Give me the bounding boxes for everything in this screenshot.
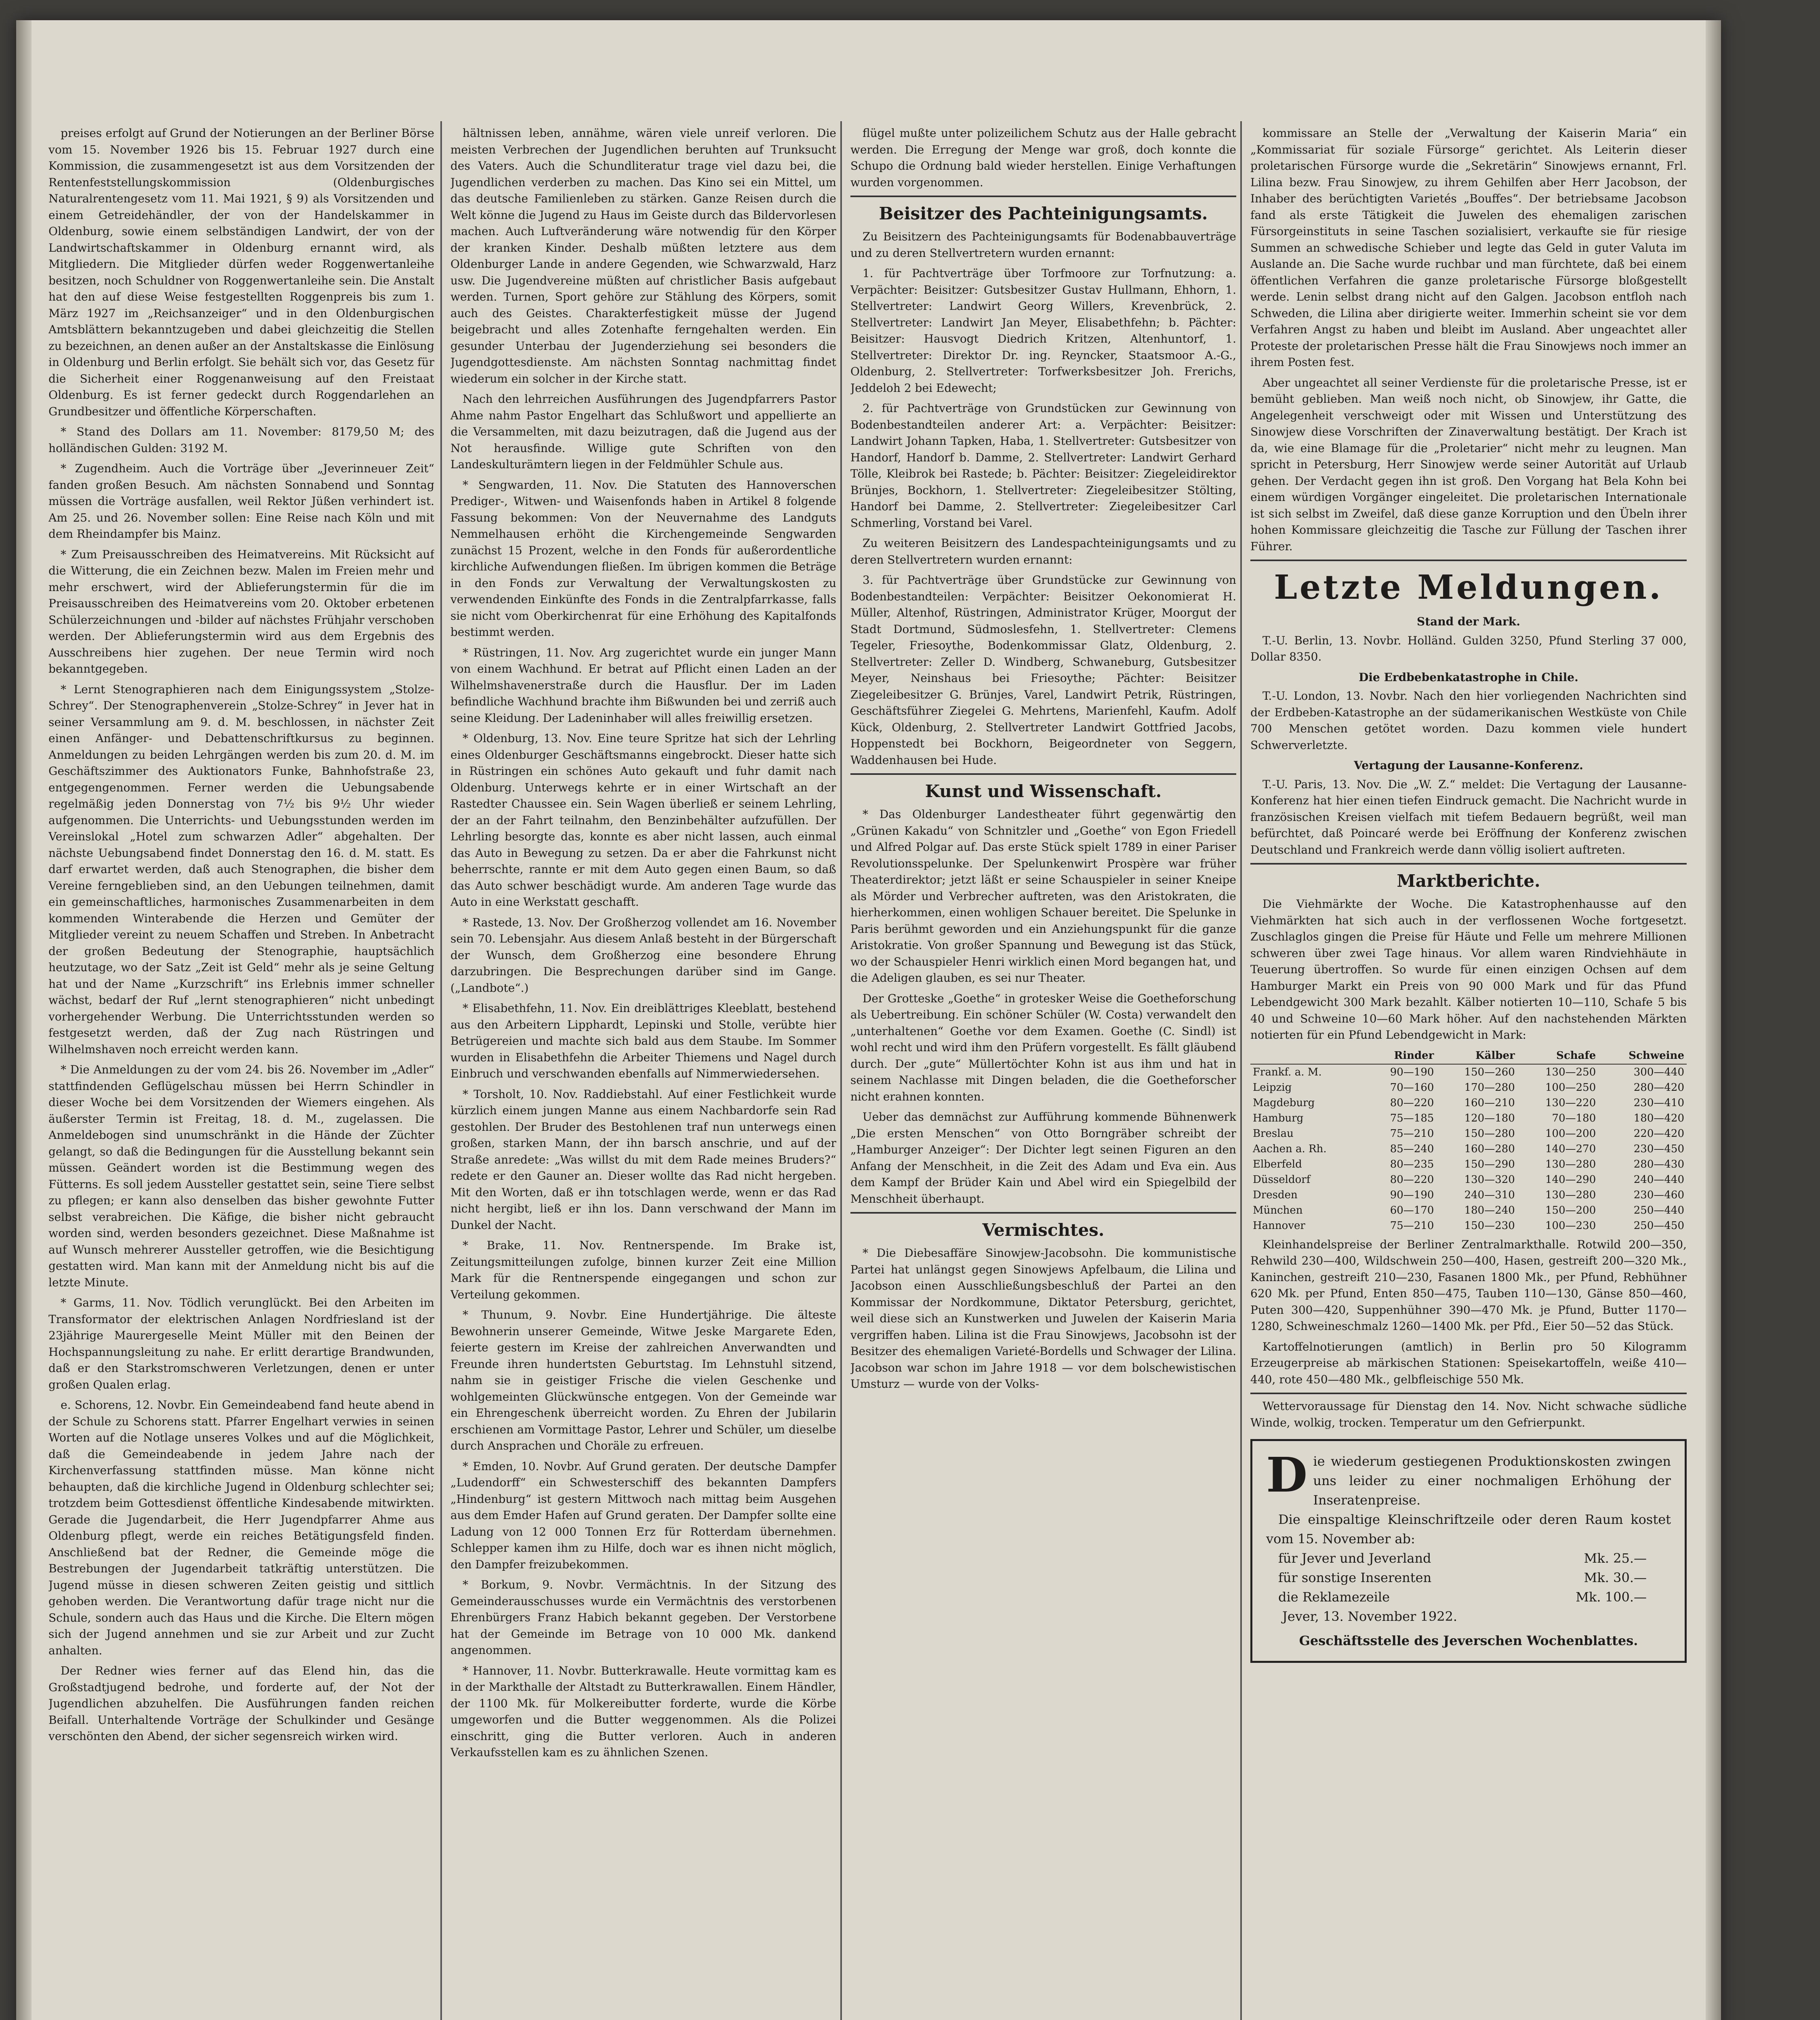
table-header-cell bbox=[1250, 1048, 1365, 1064]
newspaper-page bbox=[16, 20, 1721, 2020]
price-range: 230—460 bbox=[1633, 1189, 1684, 1201]
article-paragraph: Zu Beisitzern des Pachteinigungsamts für Bodenabbauverträge und zu deren Stellvertretern wurden ernannt: bbox=[850, 230, 1236, 260]
article-paragraph: * Zum Preisausschreiben des Heimatvereins. Mit Rücksicht auf die Witterung, die ein Zeichnen bezw. Malen im Freien mehr und mehr erschwert, wird der Ablieferungstermin für die im Preisausschreiben des Heimatvereins vom 20. Oktober erbetenen Schülerzeichnungen und -bilder auf nächstes Frühjahr verschoben werden. Der Ablieferungstermin wird aus dem Ergebnis des Ausschreibens hier zugehen. Der neue Termin wird noch bekanntgegeben. bbox=[48, 547, 434, 675]
news-subheading: Die Erdbebenkatastrophe in Chile. bbox=[1359, 670, 1578, 684]
article-paragraph: * Elisabethfehn, 11. Nov. Ein dreiblättriges Kleeblatt, bestehend aus den Arbeitern Lipphardt, Lepinski und Stolle, verübte hier Betrügereien und machte sich bald aus dem Staube. Im Sommer wurden in Elisabethfehn die Arbeiter Thiemens und Nagel durch Einbruch und verschwanden ebenfalls auf Nimmerwiedersehen. bbox=[450, 1002, 836, 1080]
notice-date: Jever, 13. November 1922. bbox=[1282, 1609, 1458, 1624]
section-divider bbox=[1250, 863, 1687, 865]
right-page-edge bbox=[1706, 20, 1721, 2020]
table-row bbox=[1250, 1203, 1687, 1218]
market-city: Leipzig bbox=[1253, 1081, 1292, 1094]
market-city: Hamburg bbox=[1253, 1112, 1304, 1124]
article-paragraph: * Emden, 10. Novbr. Auf Grund geraten. Der deutsche Dampfer „Ludendorff“ ein Schwesterschiff des bekannten Dampfers „Hindenburg“ ist gestern Mittwoch nach mittag beim Ausgehen aus dem Emder Hafen auf Grund geraten. Der Dampfer sollte eine Ladung von 12 000 Tonnen Erz für Rotterdam übernehmen. Schlepper kamen ihm zu Hilfe, doch war es ihnen nicht möglich, den Dampfer freizubekommen. bbox=[450, 1459, 836, 1571]
price-range: 70—160 bbox=[1390, 1081, 1434, 1094]
notice-signature: Geschäftsstelle des Jeverschen Wochenblattes. bbox=[1299, 1633, 1638, 1648]
news-item: T.-U. Paris, 13. Nov. Die „W. Z.“ meldet: Die Vertagung der Lausanne-Konferenz hat hier einen tiefen Eindruck gemacht. Die Nachricht wurde in französischen Kreisen vielfach mit tiefem Bedauern begrüßt, weil man befürchtet, daß Poincaré werde bei Eröffnung der Konferenz zwischen Deutschland und Frankreich werde dann völlig isoliert auftreten. bbox=[1250, 777, 1687, 856]
column-4 bbox=[1250, 125, 1687, 2020]
article-paragraph: * Die Anmeldungen zu der vom 24. bis 26. November im „Adler“ stattfindenden Geflügelschau müssen bei Herrn Schindler in dieser Woche bei dem Vorsitzenden der Wiemers eingehen. Als äußerster Termin ist Freitag, 18. d. M., zugelassen. Die Anmeldebogen sind unumschränkt in die Hände der Züchter gelangt, so daß die Bedingungen für die Ausstellung bekannt sein müssen. Geändert worden ist die Bestimmung wegen des Fütterns. Es soll jedem Aussteller gestattet sein, seine Tiere selbst zu pflegen; er kann also denselben das bisher gewohnte Futter selbst verabreichen. Die Käfige, die bisher nicht gebraucht worden sind, werden besonders gezeichnet. Diese Maßnahme ist auf Wunsch mehrerer Aussteller getroffen, wie die Besichtigung gestatten wird. Man kann mit der Anmeldung nicht bis auf die letzte Minute. bbox=[48, 1063, 434, 1289]
article-paragraph: 3. für Pachtverträge über Grundstücke zur Gewinnung von Bodenbestandteilen: Verpächter: Beisitzer Oekonomierat H. Müller, Altenhof, Rüstringen, Administrator Krüger, Moorgut der Stadt Dortmund, Südmoslesfehn, 1. Stellvertreter: Clemens Tegeler, Friesoythe, Bodenkommissar Glatz, Oldenburg, 2. Stellvertreter: Zeller D. Windberg, Schwaneburg, Gutsbesitzer Meyer, Neinshaus bei Friesoythe; Pächter: Beisitzer Ziegeleibesitzer G. Brünjes, Varel, Landwirt Petrik, Rüstringen, Geschäftsführer Ziegelei G. Mehrtens, Marienfehl, Kaufm. Adolf Kück, Oldenburg, 2. Stellvertreter Landwirt Gottfried Jacobs, Hoppenstedt bei Bockhorn, Beigeordneter von Seggern, Waddenhausen bei Hude. bbox=[850, 573, 1236, 767]
price-range: 230—450 bbox=[1633, 1143, 1684, 1155]
section-heading-pacht: Beisitzer des Pachteinigungsamts. bbox=[879, 204, 1208, 223]
price-range: 140—290 bbox=[1545, 1173, 1596, 1186]
article-paragraph: Aber ungeachtet all seiner Verdienste für die proletarische Presse, ist er bemüht geblieben. Man weiß noch nicht, ob Sinowjew, ihr Gatte, die Angelegenheit verschweigt oder mit Wissen und Unterstützung des Sinowjew diese Vorschriften der Zinaverwaltung bestätigt. Der Krach ist da, wie eine Blamage für die „Proletarier“ nicht mehr zu leugnen. Man spricht in Petersburg, Herr Sinowjew werde seiner Autorität auf Urlaub gehen. Der Verdacht gegen ihn ist groß. Den Vorgang hat Bela Kohn bei einem würdigen Vorgänger eingeleitet. Die proletarischen Internationale ist sich selbst im Zweifel, daß diese ganze Korruption und den Übeln ihrer hohen Kommissare gleichzeitig die Tasche zur Füllung der Taschen ihrer Führer. bbox=[1250, 376, 1687, 553]
market-city: Hannover bbox=[1253, 1219, 1305, 1232]
price-range: 280—430 bbox=[1633, 1158, 1684, 1170]
price-range: 160—280 bbox=[1464, 1143, 1515, 1155]
table-row bbox=[1250, 1187, 1687, 1203]
news-item: T.-U. London, 13. Novbr. Nach den hier vorliegenden Nachrichten sind der Erdbeben-Katastrophe an der südamerikanischen Westküste von Chile 700 Menschen getötet worden. Dazu kommen viele hundert Schwerverletzte. bbox=[1250, 689, 1687, 752]
price-range: 300—440 bbox=[1633, 1066, 1684, 1078]
article-paragraph: Die Viehmärkte der Woche. Die Katastrophenhausse auf den Viehmärkten hat sich auch in der verflossenen Woche fortgesetzt. Zuschlaglos gingen die Preise für Häute und Felle um mehrere Millionen schweren über zwei Tage hinaus. Vor allem waren Rindviehhäute in Teuerung übertroffen. So wurde für einen einzigen Ochsen auf dem Hamburger Markt ein Preis von 90 000 Mark und für das Pfund Lebendgewicht 300 Mark bezahlt. Kälber notierten 10—110, Schafe 5 bis 40 und Schweine 10—60 Mark höher. Auf den nachstehenden Märkten notierten für ein Pfund Lebendgewicht in Mark: bbox=[1250, 897, 1687, 1042]
price-range: 130—320 bbox=[1464, 1173, 1515, 1186]
table-row bbox=[1250, 1172, 1687, 1187]
price-range: 150—230 bbox=[1464, 1219, 1515, 1232]
price-range: 160—210 bbox=[1464, 1096, 1515, 1109]
article-paragraph: * Borkum, 9. Novbr. Vermächtnis. In der Sitzung des Gemeinderausschusses wurde ein Vermächtnis des verstorbenen Ehrenbürgers Franz Habich bekannt gegeben. Der Verstorbene hat der Gemeinde im Betrage von 10 000 Mk. dankend angenommen. bbox=[450, 1578, 836, 1657]
section-heading-marktberichte: Marktberichte. bbox=[1397, 871, 1540, 891]
price-range: 180—240 bbox=[1464, 1204, 1515, 1216]
article-paragraph: e. Schorens, 12. Novbr. Ein Gemeindeabend fand heute abend in der Schule zu Schorens statt. Pfarrer Engelhart verwies in seinen Worten auf die Notlage unseres Volkes und auf die Möglichkeit, daß die Gemeindeabende in jedem Jahre nach der Kirchenverfassung stattfinden müsse. Man könne nicht behaupten, daß die kirchliche Jugend in Oldenburg schlechter sei; trotzdem beim Gottesdienst öffentliche Kindesabende mitwirkten. Gerade die Jugendarbeit, die Herr Jugendpfarrer Ahme aus Oldenburg pflegt, werde ein reiches Betätigungsfeld finden. Anschließend bat der Redner, die Gemeinde möge die Bestrebungen der Jugendarbeit tatkräftig unterstützen. Die Jugend müsse in diesen schweren Zeiten geistig und sittlich gehoben werden. Die Verantwortung dafür trage nicht nur die Schule, sondern auch das Haus und die Kirche. Die Eltern mögen sich der Jugend annehmen und sie zur Arbeit und zur Zucht anhalten. bbox=[48, 1398, 434, 1657]
section-heading-vermischtes: Vermischtes. bbox=[982, 1220, 1105, 1240]
price-range: 90—190 bbox=[1390, 1189, 1434, 1201]
price-range: 170—280 bbox=[1464, 1081, 1515, 1094]
article-paragraph: * Zugendheim. Auch die Vorträge über „Jeverinneuer Zeit“ fanden großen Besuch. Am nächsten Sonnabend und Sonntag müssen die Vorträge ausfallen, weil Rektor Jüßen verhindert ist. Am 25. und 26. November sollen: Eine Reise nach Köln und mit dem Rheindampfer bis Mainz. bbox=[48, 462, 434, 541]
price-range: 60—170 bbox=[1390, 1204, 1434, 1216]
price-range: 140—270 bbox=[1545, 1143, 1596, 1155]
price-row bbox=[1266, 1587, 1671, 1607]
table-row bbox=[1250, 1126, 1687, 1141]
price-row bbox=[1266, 1568, 1671, 1587]
price-label: die Reklamezeile bbox=[1278, 1589, 1390, 1605]
section-divider bbox=[1250, 1393, 1687, 1394]
price-range: 75—210 bbox=[1390, 1127, 1434, 1140]
news-subheading: Stand der Mark. bbox=[1417, 615, 1520, 628]
price-range: 80—220 bbox=[1390, 1096, 1434, 1109]
price-range: 130—220 bbox=[1545, 1096, 1596, 1109]
table-header-cell: Kälber bbox=[1436, 1048, 1517, 1064]
price-value: Mk. 25.— bbox=[1584, 1551, 1647, 1566]
table-row bbox=[1250, 1064, 1687, 1080]
table-row bbox=[1250, 1095, 1687, 1111]
article-paragraph: * Brake, 11. Nov. Rentnerspende. Im Brake ist, Zeitungsmitteilungen zufolge, binnen kurzer Zeit eine Million Mark für die Rentnerspende eingegangen und schon zur Verteilung gekommen. bbox=[450, 1239, 836, 1301]
article-paragraph: * Das Oldenburger Landestheater führt gegenwärtig den „Grünen Kakadu“ von Schnitzler und „Goethe“ von Egon Friedell und Alfred Polgar auf. Das erste Stück spielt 1789 in einer Pariser Revolutionsspelunke. Der Spelunkenwirt Prospère war früher Theaterdirektor; jetzt läßt er seine Schauspieler in seiner Kneipe als Mörder und Verbrecher auftreten, was den Aristokraten, die hierherkommen, einen wohligen Schauer bereitet. Die Spelunke in Paris berühmt geworden und ein Anziehungspunkt für die ganze Aristokratie. Von großer Spannung und Bewegung ist das Stück, wo der Schauspieler Henri wirklich einen Mord begangen hat, und die Adeligen glauben, es sei nur Theater. bbox=[850, 808, 1236, 985]
table-header-cell: Schweine bbox=[1598, 1048, 1687, 1064]
article-paragraph: * Oldenburg, 13. Nov. Eine teure Spritze hat sich der Lehrling eines Oldenburger Geschäftsmanns eingebrockt. Dieser hatte sich in Rüstringen ein schönes Auto gekauft und fuhr damit nach Oldenburg. Unterwegs kehrte er in einer Wirtschaft an der Rastedter Chaussee ein. Sein Wagen überließ er seinem Lehrling, der an der Fahrt teilnahm, den Benzinbehälter aufzufüllen. Der Lehrling besorgte das, konnte es aber nicht lassen, auch einmal das Auto in Bewegung zu setzen. Da er aber die Fahrkunst nicht beherrschte, rannte er mit dem Auto gegen einen Baum, so daß das Auto schwer beschädigt wurde. Am anderen Tage wurde das Auto in eine Werkstatt geschafft. bbox=[450, 732, 836, 909]
column-rule bbox=[840, 121, 842, 2020]
price-range: 150—290 bbox=[1464, 1158, 1515, 1170]
table-row bbox=[1250, 1218, 1687, 1233]
table-row bbox=[1250, 1080, 1687, 1095]
market-city: München bbox=[1253, 1204, 1303, 1216]
section-divider bbox=[1250, 560, 1687, 561]
price-range: 130—280 bbox=[1545, 1189, 1596, 1201]
price-range: 100—250 bbox=[1545, 1081, 1596, 1094]
section-divider bbox=[850, 773, 1236, 775]
table-header-cell: Rinder bbox=[1365, 1048, 1436, 1064]
market-city: Aachen a. Rh. bbox=[1253, 1143, 1327, 1155]
article-paragraph: 1. für Pachtverträge über Torfmoore zur Torfnutzung: a. Verpächter: Beisitzer: Gutsbesitzer Gustav Hullmann, Ehhorn, 1. Stellvertreter: Landwirt Georg Willers, Krevenbrück, 2. Stellvertreter: Landwirt Jan Meyer, Elisabethfehn; b. Pächter: Beisitzer: Hausvogt Diedrich Kritzen, Altenhuntorf, 1. Stellvertreter: Direktor Dr. ing. Reyncker, Staatsmoor A.-G., Oldenburg, 2. Stellvertreter: Torfwerksbesitzer Joh. Frerichs, Jeddeloh 2 bei Edewecht; bbox=[850, 267, 1236, 395]
article-paragraph: * Rüstringen, 11. Nov. Arg zugerichtet wurde ein junger Mann von einem Wachhund. Er betrat auf Pflicht einen Laden an der Wilhelmshavenerstraße durch die Hausflur. Der im Laden befindliche Wachhund brachte ihm Bißwunden bei und zerriß auch seine Kleidung. Der Ladeninhaber will alles freiwillig ersetzen. bbox=[450, 646, 836, 725]
article-paragraph: Zu weiteren Beisitzern des Landespachteinigungsamts und zu deren Stellvertretern wurden ernannt: bbox=[850, 537, 1236, 566]
market-city: Frankf. a. M. bbox=[1253, 1066, 1322, 1078]
market-city: Dresden bbox=[1253, 1189, 1298, 1201]
price-range: 75—185 bbox=[1390, 1112, 1434, 1124]
market-city: Düsseldorf bbox=[1253, 1173, 1311, 1186]
price-value: Mk. 30.— bbox=[1584, 1570, 1647, 1585]
article-paragraph: 2. für Pachtverträge von Grundstücken zur Gewinnung von Bodenbestandteilen anderer Art: a. Verpächter: Beisitzer: Landwirt Johann Tapken, Haba, 1. Stellvertreter: Gutsbesitzer von Handorf, Handorf b. Damme, 2. Stellvertreter: Landwirt Gerhard Tölle, Kleibrok bei Rastede; b. Pächter: Beisitzer: Ziegeleidirektor Brünjes, Bockhorn, 1. Stellvertreter: Ziegeleibesitzer Stölting, Handorf bei Damme, 2. Stellvertreter: Ziegeleibesitzer Carl Schmerling, Vorstand bei Varel. bbox=[850, 402, 1236, 530]
table-header-cell: Schafe bbox=[1517, 1048, 1598, 1064]
article-paragraph: Der Redner wies ferner auf das Elend hin, das die Großstadtjugend bedrohe, und forderte auf, der Not der Jugendlichen abzuhelfen. Die Ausführungen fanden reichen Beifall. Unterhaltende Vorträge der Schulkinder und Gesänge verschönten den Abend, der sicher segensreich wirken wird. bbox=[48, 1664, 434, 1743]
price-range: 100—230 bbox=[1545, 1219, 1596, 1232]
article-paragraph: flügel mußte unter polizeilichem Schutz aus der Halle gebracht werden. Die Erregung der Menge war groß, doch konnte die Schupo die Ordnung bald wieder herstellen. Einige Verhaftungen wurden vorgenommen. bbox=[850, 126, 1236, 189]
article-paragraph: * Rastede, 13. Nov. Der Großherzog vollendet am 16. November sein 70. Lebensjahr. Aus diesem Anlaß besteht in der Bürgerschaft der Wunsch, dem Großherzog eine besondere Ehrung darzubringen. Die Besprechungen darüber sind im Gange. („Landbote“.) bbox=[450, 915, 836, 995]
table-header-row bbox=[1250, 1048, 1687, 1064]
table-body bbox=[1250, 1064, 1687, 1233]
price-value: Mk. 100.— bbox=[1576, 1589, 1647, 1605]
price-range: 250—450 bbox=[1633, 1219, 1684, 1232]
market-city: Magdeburg bbox=[1253, 1096, 1315, 1109]
notice-text: ie wiederum gestiegenen Produktionskosten zwingen uns leider zu einer nochmaligen Erhöhung der Inseratenpreise. bbox=[1313, 1454, 1671, 1508]
section-heading-letzte-meldungen: Letzte Meldungen. bbox=[1274, 568, 1663, 607]
column-1 bbox=[48, 125, 434, 2020]
table-row bbox=[1250, 1141, 1687, 1157]
price-range: 70—180 bbox=[1552, 1112, 1596, 1124]
section-heading-kunst: Kunst und Wissenschaft. bbox=[925, 781, 1162, 801]
price-range: 80—220 bbox=[1390, 1173, 1434, 1186]
article-paragraph: Kleinhandelspreise der Berliner Zentralmarkthalle. Rotwild 200—350, Rehwild 230—400, Wildschwein 250—400, Hasen, gestreift 200—320 Mk., Kaninchen, gestreift 210—230, Fasanen 1800 Mk., per Pfund, Rebhühner 620 Mk. per Pfund, Enten 850—475, Tauben 110—130, Gänse 850—460, Puten 300—420, Suppenhühner 390—470 Mk. je Pfund, Butter 1170—1280, Schweineschmalz 1260—1400 Mk. per Pfd., Eier 50—52 das Stück. bbox=[1250, 1237, 1687, 1333]
section-divider bbox=[850, 196, 1236, 197]
section-divider bbox=[850, 1212, 1236, 1214]
livestock-price-table bbox=[1250, 1048, 1687, 1233]
article-paragraph: Kartoffelnotierungen (amtlich) in Berlin pro 50 Kilogramm Erzeugerpreise ab märkischen Stationen: Speisekartoffeln, weiße 410—440, rote 450—480 Mk., gelbfleischige 550 Mk. bbox=[1250, 1340, 1687, 1386]
column-rule bbox=[1240, 121, 1242, 2020]
price-range: 150—260 bbox=[1464, 1066, 1515, 1078]
price-row bbox=[1266, 1549, 1671, 1568]
market-city: Elberfeld bbox=[1253, 1158, 1302, 1170]
price-range: 80—235 bbox=[1390, 1158, 1434, 1170]
column-2 bbox=[450, 125, 836, 2020]
price-range: 280—420 bbox=[1633, 1081, 1684, 1094]
column-rule bbox=[440, 121, 442, 2020]
article-paragraph: Ueber das demnächst zur Aufführung kommende Bühnenwerk „Die ersten Menschen“ von Otto Borngräber schreibt der „Hamburger Anzeiger“: Der Dichter legt seinen Figuren an den Anfang der Menschheit, in die Zeit des Adam und Eva ein. Aus dem Kampf der Brüder Kain und Abel wird ein Spiegelbild der Menschheit überhaupt. bbox=[850, 1110, 1236, 1206]
price-range: 240—310 bbox=[1464, 1189, 1515, 1201]
price-range: 75—210 bbox=[1390, 1219, 1434, 1232]
price-range: 240—440 bbox=[1633, 1173, 1684, 1186]
article-paragraph: kommissare an Stelle der „Verwaltung der Kaiserin Maria“ ein „Kommissariat für soziale Fürsorge“ gerichtet. Als Leiterin dieser proletarischen Fürsorge wurde die „Sekretärin“ Sinowjews ernannt, Frl. Lilina bezw. Frau Sinowjew, zu ihrem Gehilfen aber Herr Jacobson, der Inhaber des berüchtigten Varietés „Bouffes“. Der betriebsame Jacobson fand als erste Tätigkeit die Juwelen des ehemaligen zarischen Fürsorgeinstituts in seine Taschen sozialisiert, verkaufte sie für riesige Summen an schwedische Schieber und legte das Geld in guter Valuta im Auslande an. Die Sache wurde ruchbar und man fürchtete, daß bei einem öffentlichen Verfahren die ganze proletarische Fürsorge bloßgestellt werde. Lenin selbst drang nicht auf den Galgen. Jacobson entfloh nach Schweden, die Lilina aber dirigierte weiter. Immerhin scheint sie vor dem Verfahren Angst zu haben und bleibt im Ausland. Aber ungeachtet aller Proteste der proletarischen Presse hält die Frau Sinowjews noch immer an ihrem Posten fest. bbox=[1250, 126, 1687, 369]
notice-text: Die einspaltige Kleinschriftzeile oder deren Raum kostet vom 15. November ab: bbox=[1266, 1512, 1671, 1547]
price-range: 150—200 bbox=[1545, 1204, 1596, 1216]
article-paragraph: * Torsholt, 10. Nov. Raddiebstahl. Auf einer Festlichkeit wurde kürzlich einem jungen Manne aus einem Nachbardorfe sein Rad gestohlen. Der Bruder des Bestohlenen traf nun unterwegs einen großen, starken Mann, der ihn barsch anschrie, und auf der Straße anredete: „Was willst du mit dem Rade meines Bruders?“ redete er den Gauner an. Dieser wollte das Rad nicht hergeben. Mit den Worten, daß er ihn totschlagen werde, wenn er das Rad nicht hergibt, ließ er ihn los. Dann verschwand der Mann im Dunkel der Nacht. bbox=[450, 1087, 836, 1232]
price-label: für Jever und Jeverland bbox=[1278, 1551, 1431, 1566]
price-range: 90—190 bbox=[1390, 1066, 1434, 1078]
article-paragraph: Nach den lehrreichen Ausführungen des Jugendpfarrers Pastor Ahme nahm Pastor Engelhart das Schlußwort und appellierte an die Versammelten, mit dazu beizutragen, daß die Jugend aus der Not herausfinde. Willige gute Schriften von den Landeskulturämtern liegen in der Feldmühler Schule aus. bbox=[450, 392, 836, 471]
article-paragraph: * Lernt Stenographieren nach dem Einigungssystem „Stolze-Schrey“. Der Stenographenverein „Stolze-Schrey“ in Jever hat in seiner Versammlung am 9. d. M. beschlossen, in nächster Zeit einen Anfänger- und Debattenschriftkursus zu beginnen. Anmeldungen zu beiden Lehrgängen werden bis zum 20. d. M. im Geschäftszimmer des Auktionators Funke, Bahnhofstraße 23, entgegengenommen. Ferner werden die Uebungsabende regelmäßig jeden Donnerstag von 7½ bis 9½ Uhr wieder aufgenommen. Die Unterrichts- und Uebungsstunden werden im Vereinslokal „Hotel zum schwarzen Adler“ abgehalten. Der nächste Uebungsabend findet Donnerstag den 16. d. M. statt. Es darf erwartet werden, daß auch Stenographen, die bisher dem Vereine ferngeblieben sind, an den Uebungen teilnehmen, damit ein gemeinschaftliches, harmonisches Zusammenarbeiten in dem kommenden Winterabende die Herzen und Gemüter der Mitglieder vereint zu neuem Schaffen und Streben. In Anbetracht der großen Bedeutung der Stenographie, hauptsächlich heutzutage, wo der Satz „Zeit ist Geld“ mehr als je seine Geltung hat und der Name „Kurzschrift“ ins Erlebnis immer schneller wächst, bedarf der Ruf „lernt stenographieren“ nicht unbedingt vorhergehender Werbung. Die Unterrichtsstunden werden so festgesetzt werden, daß der Zug nach Rüstringen und Wilhelmshaven noch erreicht werden kann. bbox=[48, 682, 434, 1056]
article-paragraph: * Stand des Dollars am 11. November: 8179,50 M; des holländischen Gulden: 3192 M. bbox=[48, 425, 434, 455]
news-item: T.-U. Berlin, 13. Novbr. Holländ. Gulden 3250, Pfund Sterling 37 000, Dollar 8350. bbox=[1250, 633, 1687, 663]
table-row bbox=[1250, 1111, 1687, 1126]
left-page-edge bbox=[16, 20, 32, 2020]
price-range: 120—180 bbox=[1464, 1112, 1515, 1124]
price-increase-notice bbox=[1250, 1439, 1687, 1663]
price-range: 180—420 bbox=[1633, 1112, 1684, 1124]
article-paragraph: * Garms, 11. Nov. Tödlich verunglückt. Bei den Arbeiten im Transformator der elektrischen Anlagen Nordfriesland ist der 23jährige Maurergeselle Meint Müller mit den Beinen der Hochspannungsleitung zu nahe. Er erlitt derartige Brandwunden, daß er den Starkstromschweren Verletzungen, denen er unter großen Qualen erlag. bbox=[48, 1296, 434, 1391]
drop-cap: D bbox=[1266, 1447, 1308, 1503]
market-city: Breslau bbox=[1253, 1127, 1294, 1140]
price-range: 130—250 bbox=[1545, 1066, 1596, 1078]
price-range: 100—200 bbox=[1545, 1127, 1596, 1140]
article-paragraph: * Die Diebesaffäre Sinowjew-Jacobsohn. Die kommunistische Partei hat unlängst gegen Sinowjews Apfelbaum, die Lilina und Jacobson einen Ausschließungsbeschluß der Partei an den Kommissar der Nordkommune, Diktator Petersburg, gerichtet, weil diese sich an Kunstwerken und Juwelen der Kaiserin Maria vergriffen haben. Lilina ist die Frau Sinowjews, Jacobsohn ist der Besitzer des ehemaligen Varieté-Bordells und Schwager der Lilina. Jacobson war schon im Jahre 1918 — vor dem bolschewistischen Umsturz — wurde von der Volks- bbox=[850, 1246, 1236, 1391]
price-range: 220—420 bbox=[1633, 1127, 1684, 1140]
price-range: 130—280 bbox=[1545, 1158, 1596, 1170]
article-paragraph: * Sengwarden, 11. Nov. Die Statuten des Hannoverschen Prediger-, Witwen- und Waisenfonds haben in Artikel 8 folgende Fassung bekommen: Von der Neuvernahme des Landguts Nemmelhausen erhöht die Kirchengemeinde Sengwarden zunächst 15 Prozent, welche in den Fonds für außerordentliche kirchliche Aufwendungen fließen. Im übrigen kommen die Beträge in den Fonds zur Verwaltung der Verwaltungskosten zu verwendenden Einkünfte des Fonds in die Zentralpfarrkasse, falls sie nicht vom Oberkirchenrat für eine Erhöhung des Kapitalfonds bestimmt werden. bbox=[450, 478, 836, 639]
price-range: 250—440 bbox=[1633, 1204, 1684, 1216]
article-paragraph: Der Grotteske „Goethe“ in grotesker Weise die Goetheforschung als Uebertreibung. Ein schöner Schüler (W. Costa) verwandelt den „unterhaltenen“ Goethe vor dem Examen. Goethe (C. Sindl) ist wohl recht und wird ihm den Prüfern vorgestellt. Es fällt gläubend durch. Der „gute“ Müllertöchter Kohn ist aus ihm und hat in seinem Nachlasse mit Dingen beladen, die die Goetheforscher nicht erahnen konnten. bbox=[850, 991, 1236, 1103]
weather-forecast: Wettervoraussage für Dienstag den 14. Nov. Nicht schwache südliche Winde, wolkig, trocken. Temperatur um den Gefrierpunkt. bbox=[1250, 1399, 1687, 1429]
article-paragraph: * Hannover, 11. Novbr. Butterkrawalle. Heute vormittag kam es in der Markthalle der Altstadt zu Butterkrawallen. Einem Händler, der 1100 Mk. für Molkereibutter forderte, wurde die Körbe umgeworfen und die Butter weggenommen. Als die Polizei einschritt, ging die Butter verloren. Auch in anderen Verkaufsstellen kam es zu ähnlichen Szenen. bbox=[450, 1664, 836, 1759]
column-3 bbox=[850, 125, 1236, 2020]
price-range: 85—240 bbox=[1390, 1143, 1434, 1155]
article-paragraph: hältnissen leben, annähme, wären viele unreif verloren. Die meisten Verbrechen der Jugendlichen beruhten auf Trunksucht des Vaters. Auch die Schundliteratur trage viel dazu bei, die Jugendlichen verderben zu machen. Das Kino sei ein Mittel, um das deutsche Familienleben zu stärken. Ganze Reisen durch die Welt könne die Jugend zu Haus im Geiste durch das Bildervorlesen machen. Auch Luftveränderung wäre notwendig für den Körper der kranken Kinder. Deshalb müßten letztere aus dem Oldenburger Lande in andere Gegenden, wie Schwarzwald, Harz usw. Die Jugendvereine müßten auf christlicher Basis aufgebaut werden. Turnen, Sport gehöre zur Stählung des Körpers, somit auch des Geistes. Charakterfestigkeit müsse der Jugend beigebracht und alles Zotenhafte ferngehalten werden. Ein gesunder Unterbau der Jugenderziehung sei besonders die Jugendgottesdienste. Am nächsten Sonntag nachmittag findet wiederum ein solcher in der Kirche statt. bbox=[450, 126, 836, 385]
article-paragraph: preises erfolgt auf Grund der Notierungen an der Berliner Börse vom 15. November 1926 bis 15. Februar 1927 durch eine Kommission, die zusammengesetzt ist aus dem Vorsitzenden der Rentenfeststellungskommission (Oldenburgisches Naturalrentengesetz vom 11. Mai 1921, § 9) als Vorsitzenden und einem Getreidehändler, der von der Handelskammer in Oldenburg, sowie einem selbständigen Landwirt, der von der Landwirtschaftskammer in Oldenburg ernannt wird, als Mitgliedern. Die Mitglieder dürfen weder Roggenwertanleihe besitzen, noch Schuldner von Roggenwertanleihe sein. Die Anstalt hat den auf diese Weise festgestellten Roggenpreis bis zum 1. März 1927 im „Reichsanzeiger“ und in den Oldenburgischen Amtsblättern bekanntzugeben und dabei gleichzeitig die Stellen zu bezeichnen, an denen außer an der Anstaltskasse die Einlösung in Oldenburg und Berlin erfolgt. Sie behält sich vor, das Gesetz für die Sicherheit einer Roggenanweisung auf den Freistaat Oldenburg. Es ist ferner gedeckt durch Roggendarlehen an Grundbesitzer und öffentliche Körperschaften. bbox=[48, 126, 434, 418]
news-subheading: Vertagung der Lausanne-Konferenz. bbox=[1354, 759, 1583, 772]
table-row bbox=[1250, 1157, 1687, 1172]
price-range: 150—280 bbox=[1464, 1127, 1515, 1140]
price-label: für sonstige Inserenten bbox=[1278, 1570, 1432, 1585]
price-range: 230—410 bbox=[1633, 1096, 1684, 1109]
article-paragraph: * Thunum, 9. Novbr. Eine Hundertjährige. Die älteste Bewohnerin unserer Gemeinde, Witwe Jeske Margarete Eden, feierte gestern im Kreise der zahlreichen Anverwandten und Freunde ihren hundertsten Geburtstag. Im Lehnstuhl sitzend, nahm sie in geistiger Frische die vielen Geschenke und wohlgemeinten Glückwünsche entgegen. Von der Gemeinde war ein Ehrengeschenk überreicht worden. Zu Ehren der Jubilarin erschienen am Vormittage Pastor, Lehrer und Schüler, um dieselbe durch Ansprachen und Choräle zu erfreuen. bbox=[450, 1308, 836, 1452]
